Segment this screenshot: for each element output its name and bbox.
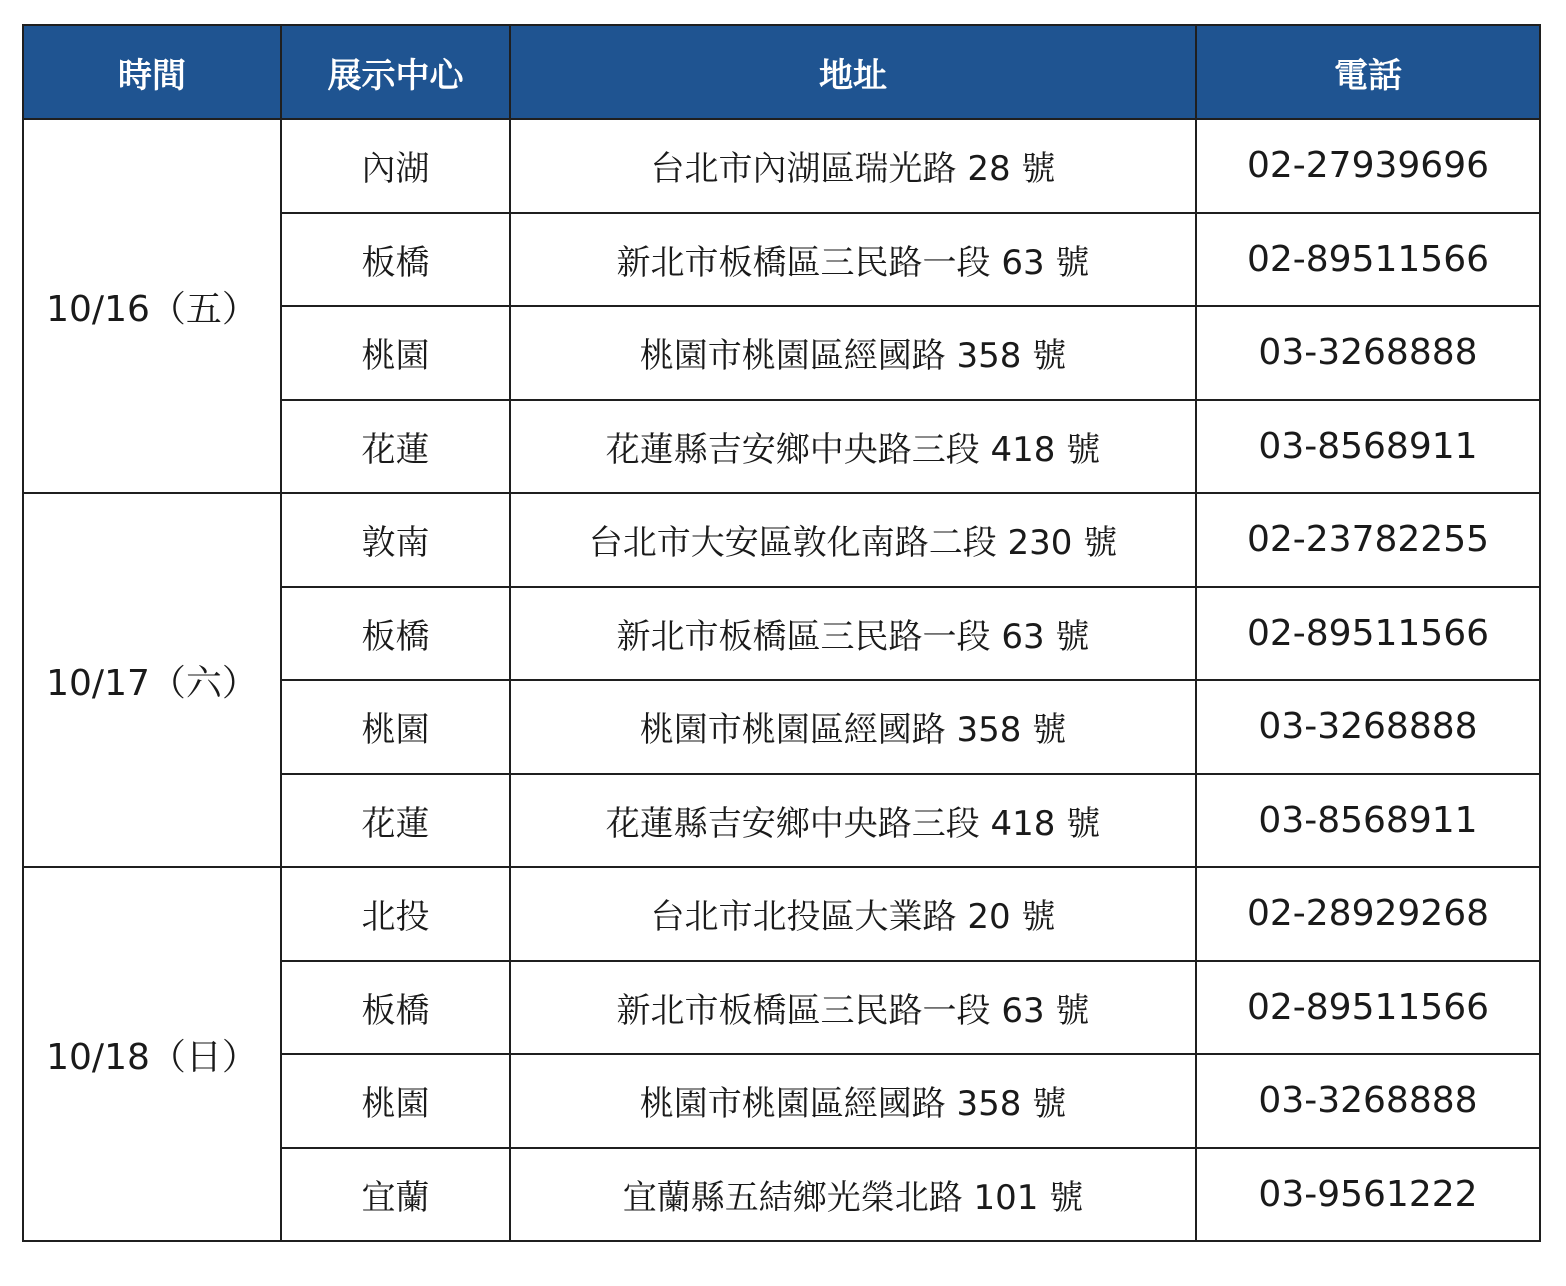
date-cell: 10/16（五）: [23, 119, 281, 493]
phone-cell: 03-3268888: [1196, 680, 1540, 774]
phone-cell: 02-27939696: [1196, 119, 1540, 213]
table-row: [23, 119, 1540, 213]
center-cell: 板橋: [281, 961, 510, 1055]
center-cell: 宜蘭: [281, 1148, 510, 1242]
phone-cell: 02-28929268: [1196, 867, 1540, 961]
date-cell: 10/18（日）: [23, 867, 281, 1241]
table-body: [23, 119, 1540, 1241]
address-cell: 台北市內湖區瑞光路 28 號: [510, 119, 1196, 213]
date-cell: 10/17（六）: [23, 493, 281, 867]
center-cell: 板橋: [281, 587, 510, 681]
address-cell: 新北市板橋區三民路一段 63 號: [510, 961, 1196, 1055]
address-cell: 桃園市桃園區經國路 358 號: [510, 680, 1196, 774]
phone-cell: 02-23782255: [1196, 493, 1540, 587]
header-address: 地址: [510, 25, 1196, 119]
center-cell: 北投: [281, 867, 510, 961]
center-cell: 桃園: [281, 1054, 510, 1148]
center-cell: 桃園: [281, 306, 510, 400]
phone-cell: 03-9561222: [1196, 1148, 1540, 1242]
address-cell: 新北市板橋區三民路一段 63 號: [510, 587, 1196, 681]
center-cell: 敦南: [281, 493, 510, 587]
header-phone: 電話: [1196, 25, 1540, 119]
address-cell: 台北市大安區敦化南路二段 230 號: [510, 493, 1196, 587]
header-center: 展示中心: [281, 25, 510, 119]
center-cell: 花蓮: [281, 400, 510, 494]
table-header: [23, 25, 1540, 119]
phone-cell: 03-3268888: [1196, 306, 1540, 400]
address-cell: 花蓮縣吉安鄉中央路三段 418 號: [510, 400, 1196, 494]
address-cell: 桃園市桃園區經國路 358 號: [510, 1054, 1196, 1148]
table-row: [23, 867, 1540, 961]
address-cell: 宜蘭縣五結鄉光榮北路 101 號: [510, 1148, 1196, 1242]
header-time: 時間: [23, 25, 281, 119]
phone-cell: 02-89511566: [1196, 587, 1540, 681]
address-cell: 台北市北投區大業路 20 號: [510, 867, 1196, 961]
phone-cell: 03-8568911: [1196, 774, 1540, 868]
center-cell: 內湖: [281, 119, 510, 213]
center-cell: 板橋: [281, 213, 510, 307]
center-cell: 桃園: [281, 680, 510, 774]
phone-cell: 02-89511566: [1196, 961, 1540, 1055]
address-cell: 新北市板橋區三民路一段 63 號: [510, 213, 1196, 307]
center-cell: 花蓮: [281, 774, 510, 868]
header-row: [23, 25, 1540, 119]
address-cell: 桃園市桃園區經國路 358 號: [510, 306, 1196, 400]
table-row: [23, 493, 1540, 587]
phone-cell: 03-8568911: [1196, 400, 1540, 494]
address-cell: 花蓮縣吉安鄉中央路三段 418 號: [510, 774, 1196, 868]
phone-cell: 03-3268888: [1196, 1054, 1540, 1148]
schedule-table: [22, 24, 1541, 1242]
phone-cell: 02-89511566: [1196, 213, 1540, 307]
